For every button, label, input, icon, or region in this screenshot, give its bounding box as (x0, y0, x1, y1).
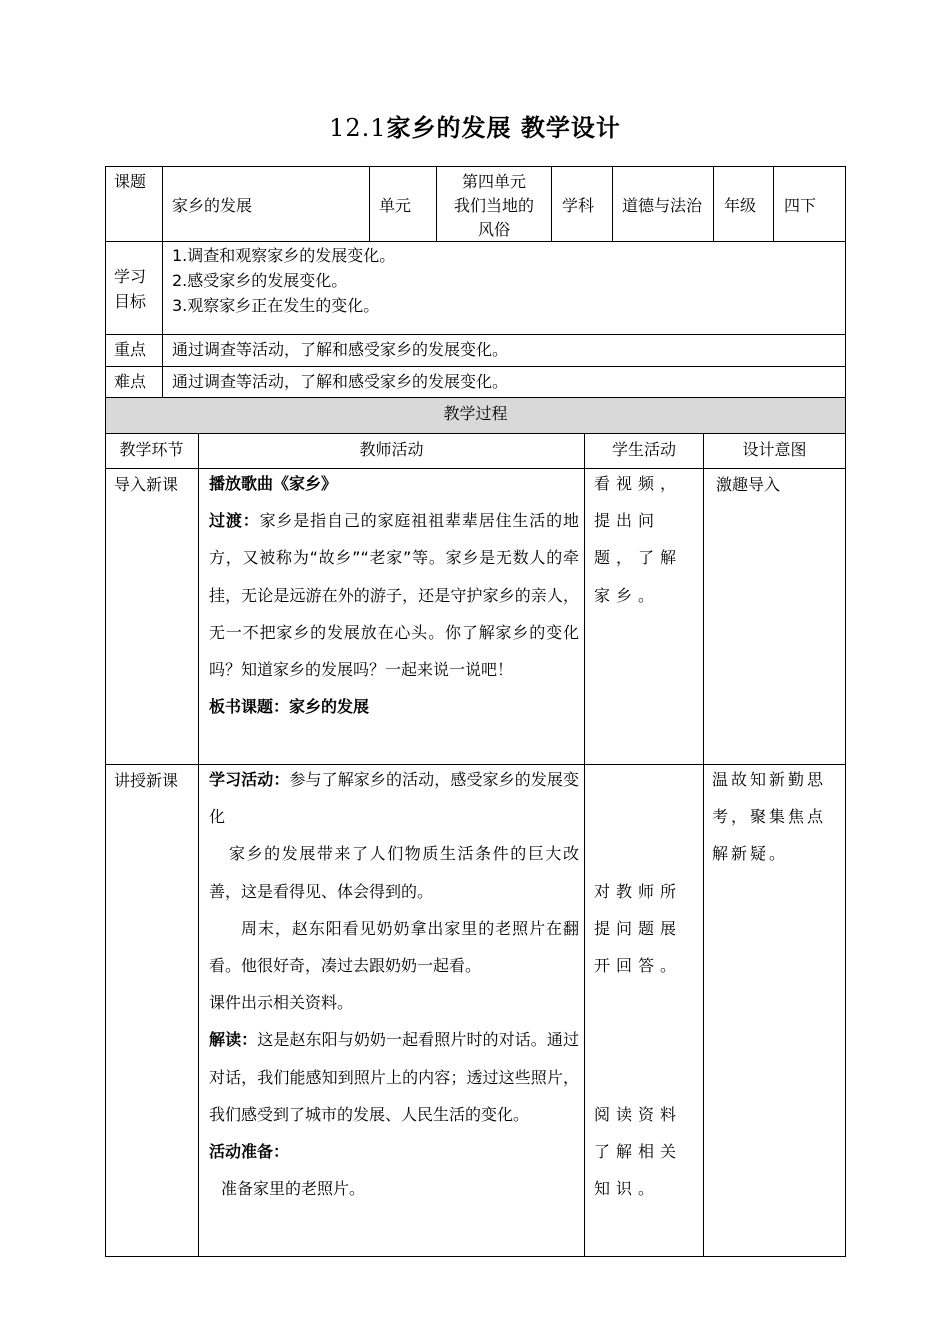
unit-value-line-1: 第四单元 (461, 172, 526, 191)
teacher-preparation-text: 准备家里的老照片。 (221, 1179, 366, 1199)
grade-value: 四下 (784, 196, 817, 215)
difficulty-value: 通过调查等活动，了解和感受家乡的发展变化。 (172, 372, 509, 391)
column-header-design: 设计意图 (742, 440, 807, 459)
topic-label: 课题 (114, 172, 147, 191)
teacher-courseware-para: 课件出示相关资料。 (209, 993, 354, 1013)
design-intent-intro: 激趣导入 (716, 475, 781, 494)
column-header-stage: 教学环节 (119, 440, 184, 459)
title-text: 家乡的发展 教学设计 (386, 114, 621, 142)
column-header-teacher: 教师活动 (359, 440, 424, 459)
goal-item: 2.感受家乡的发展变化。 (172, 271, 348, 290)
grade-label: 年级 (724, 196, 757, 215)
page-title (0, 108, 950, 143)
process-header: 教学过程 (443, 404, 508, 423)
stage-teaching: 讲授新课 (114, 771, 179, 790)
unit-value-line-3: 风俗 (477, 220, 510, 239)
teacher-activity-intro (209, 465, 579, 725)
goals-label-line-2: 目标 (114, 292, 147, 311)
stage-intro: 导入新课 (114, 475, 179, 494)
design-intent-teaching: 温故知新勤思考，聚集焦点解新疑。 (712, 770, 827, 864)
goal-item: 3.观察家乡正在发生的变化。 (172, 296, 380, 315)
teacher-learning-activity (209, 761, 579, 835)
teacher-interpretation-para (209, 1021, 579, 1133)
goals-label-line-1: 学习 (114, 267, 147, 286)
teacher-intro-song: 播放歌曲《家乡》 (209, 474, 338, 493)
unit-value-line-2: 我们当地的 (453, 196, 534, 215)
teacher-development-para: 家乡的发展带来了人们物质生活条件的巨大改善，这是看得见、体会得到的。 (209, 844, 579, 901)
unit-label: 单元 (379, 196, 412, 215)
teacher-preparation-label: 活动准备： (209, 1142, 290, 1162)
transition-label: 过渡： (209, 511, 260, 531)
learning-activity-label: 学习活动： (209, 770, 290, 789)
learning-activity-text: 参与了解家乡的活动，感受家乡的发展变化 (209, 770, 579, 827)
student-activity-intro: 看视频，提出问题，了解家乡。 (594, 474, 683, 605)
title-number: 12.1 (329, 114, 387, 142)
teacher-activity-teaching (209, 761, 579, 1207)
column-header-student: 学生活动 (611, 440, 676, 459)
key-label: 重点 (114, 340, 147, 359)
teacher-story-para: 周末，赵东阳看见奶奶拿出家里的老照片在翻看。他很好奇，凑过去跟奶奶一起看。 (209, 918, 579, 976)
subject-value: 道德与法治 (622, 196, 703, 215)
difficulty-label: 难点 (114, 372, 147, 391)
transition-text: 家乡是指自己的家庭祖祖辈辈居住生活的地方，又被称为“故乡”“老家”等。家乡是无数人的牵挂，无论是远游在外的游子，还是守护家乡的亲人，无一不把家乡的发展放在心头。你了解家乡的变化吗？知道家乡的发展吗？一起来说一说吧！ (209, 511, 579, 680)
student-activity-read: 阅读资料了解相关知识。 (594, 1105, 683, 1199)
teacher-intro-board: 板书课题：家乡的发展 (209, 697, 370, 717)
goal-item: 1.调查和观察家乡的发展变化。 (172, 246, 396, 265)
teacher-intro-transition (209, 502, 579, 688)
topic-value: 家乡的发展 (172, 196, 253, 215)
student-activity-answer: 对教师所提问题展开回答。 (594, 882, 683, 976)
subject-label: 学科 (562, 196, 595, 215)
key-value: 通过调查等活动，了解和感受家乡的发展变化。 (172, 340, 509, 359)
interpretation-text: 这是赵东阳与奶奶一起看照片时的对话。通过对话，我们能感知到照片上的内容；透过这些照片，我们感受到了城市的发展、人民生活的变化。 (209, 1030, 579, 1124)
interpretation-label: 解读： (209, 1030, 258, 1050)
